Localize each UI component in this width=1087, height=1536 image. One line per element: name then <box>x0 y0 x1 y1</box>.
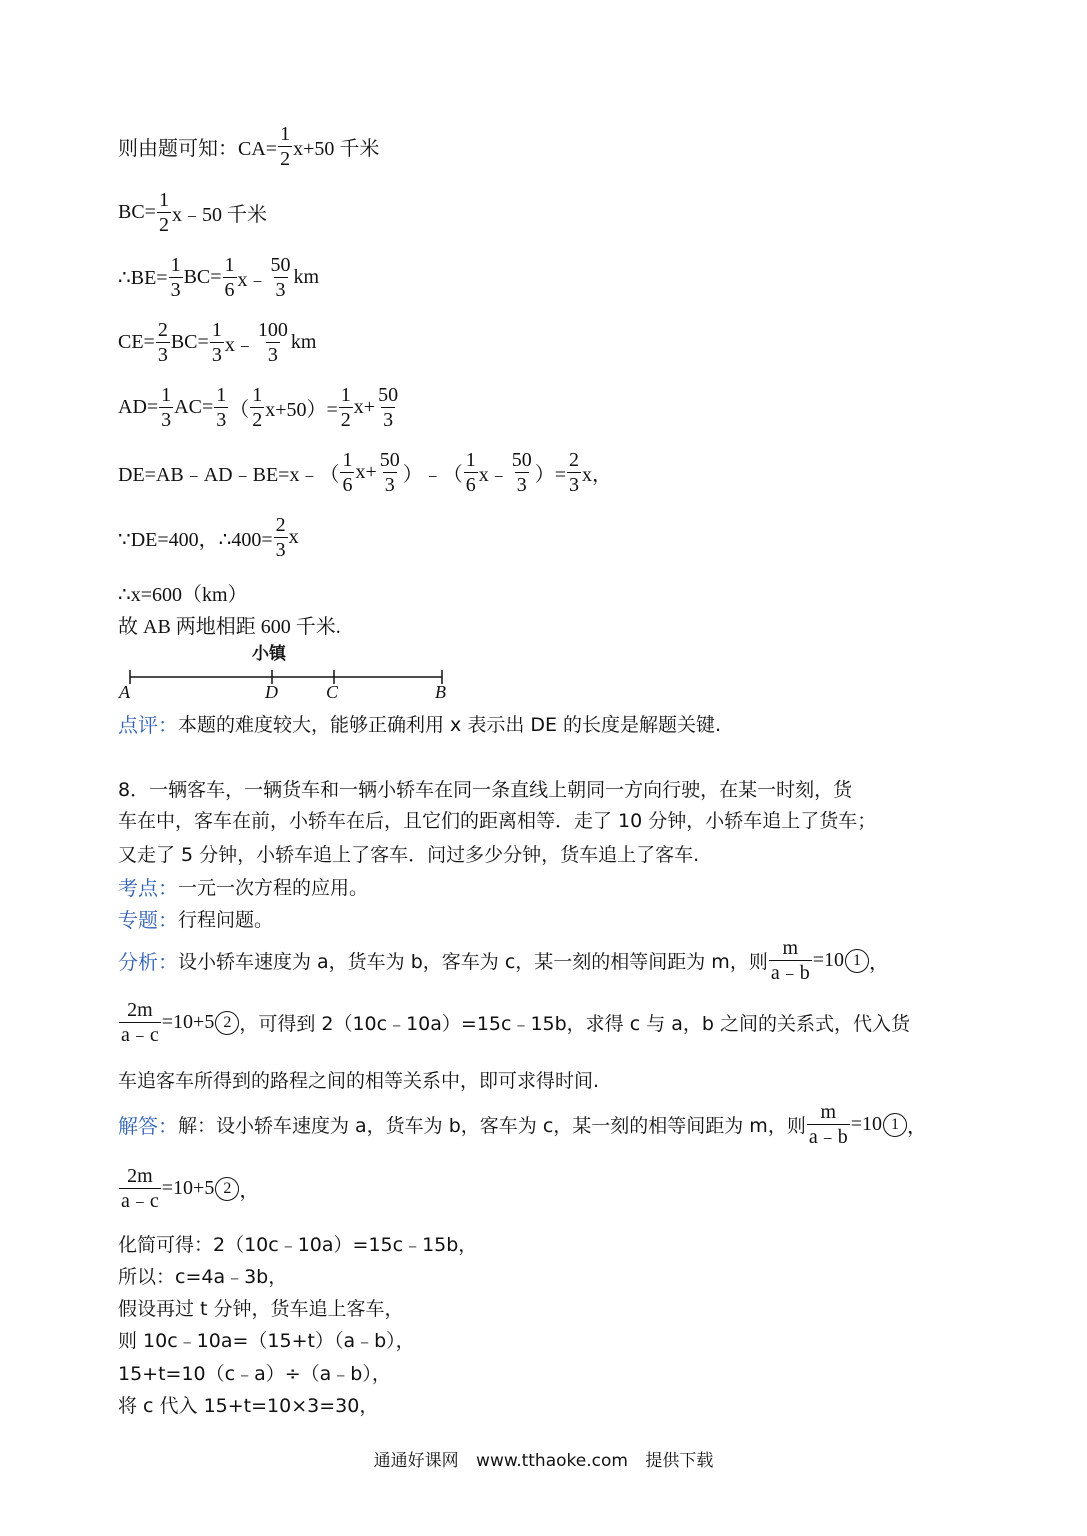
fraction: $\frac{1}{2}$ <box>252 384 263 431</box>
eq-bc-line <box>118 190 267 235</box>
jieda-line2 <box>118 1166 259 1211</box>
fraction: $\frac{50}{3}$ <box>511 449 532 496</box>
fenxi-text2: ，可得到 2（10c﹣10a）=15c﹣15b，求得 c 与 a，b 之间的关系式，代入货 <box>239 1013 910 1035</box>
text: ∴BE= <box>118 267 168 289</box>
fraction: $\frac{1}{3}$ <box>161 384 172 431</box>
fraction: $\frac{1}{3}$ <box>211 319 222 366</box>
eq-be-line <box>118 255 319 300</box>
fraction: $\frac{1}{6}$ <box>342 449 353 496</box>
fraction: $\frac{2}{3}$ <box>275 514 286 561</box>
eq-ca-line <box>118 124 379 169</box>
fraction: $\frac{2}{3}$ <box>569 449 580 496</box>
zhuanti-label: 专题： <box>118 908 178 932</box>
jieda-step1: 化简可得：2（10c﹣10a）=15c﹣15b， <box>118 1234 478 1256</box>
text: =10+5 <box>161 1011 215 1033</box>
fraction: $\frac{m}{a﹣b}$ <box>770 937 810 984</box>
circled-number: 2 <box>215 1177 239 1201</box>
fraction: $\frac{1}{2}$ <box>280 123 291 170</box>
text: x <box>288 526 299 548</box>
fraction: $\frac{2}{3}$ <box>157 319 168 366</box>
text: x﹣ <box>224 334 255 356</box>
text: BC= <box>183 266 222 288</box>
zhuanti-line <box>118 904 273 933</box>
fraction: $\frac{1}{6}$ <box>465 449 476 496</box>
fraction: $\frac{50}{3}$ <box>270 254 291 301</box>
fenxi-line1 <box>118 938 889 983</box>
text: km <box>293 266 320 288</box>
text: ）= <box>534 464 567 486</box>
text: BC= <box>118 201 156 223</box>
comment-label: 点评： <box>118 713 178 737</box>
jieda-step3: 假设再过 t 分钟，货车追上客车， <box>118 1298 404 1320</box>
eq-ad-line <box>118 385 401 430</box>
text: ∵DE=400，∴400= <box>118 529 273 551</box>
point-b-label: B <box>435 682 446 702</box>
text: x， <box>582 464 613 486</box>
footer-url[interactable]: www.tthaoke.com <box>476 1451 628 1471</box>
text: AD= <box>118 396 159 418</box>
jieda-step5: 15+t=10（c﹣a）÷（a﹣b）， <box>118 1363 391 1385</box>
text: CE= <box>118 331 155 353</box>
text: x﹣50 千米 <box>171 204 267 226</box>
kaodian-line <box>118 872 368 901</box>
point-a-label: A <box>119 682 130 702</box>
text: x+50）= <box>265 399 338 421</box>
text: x+50 千米 <box>293 138 380 160</box>
text: x﹣ <box>478 464 509 486</box>
number-line-diagram <box>112 638 462 702</box>
text: ， <box>239 1180 260 1202</box>
text: x+ <box>353 396 376 418</box>
circled-number: 1 <box>845 949 869 973</box>
fraction: $\frac{1}{2}$ <box>158 189 169 236</box>
jieda-text1: 解：设小轿车速度为 a，货车为 b，客车为 c，某一刻的相等间距为 m，则 <box>178 1115 806 1137</box>
comment-text: 本题的难度较大，能够正确利用 x 表示出 DE 的长度是解题关键. <box>178 714 722 736</box>
problem8-line3: 又走了 5 分钟，小轿车追上了客车．问过多少分钟，货车追上了客车. <box>118 844 700 866</box>
fraction: $\frac{1}{3}$ <box>216 384 227 431</box>
text: AC= <box>174 396 214 418</box>
text: （ <box>229 399 250 421</box>
circled-number: 2 <box>215 1011 239 1035</box>
problem8-line1: 8．一辆客车，一辆货车和一辆小轿车在同一条直线上朝同一方向行驶，在某一时刻，货 <box>118 779 853 801</box>
kaodian-text: 一元一次方程的应用。 <box>178 877 369 899</box>
fraction: $\frac{2m}{a﹣c}$ <box>121 1165 159 1212</box>
footer-site: 通通好课网 <box>373 1451 459 1471</box>
jieda-step6: 将 c 代入 15+t=10×3=30， <box>118 1395 379 1417</box>
fraction: $\frac{2m}{a﹣c}$ <box>121 999 159 1046</box>
eq-ce-line <box>118 320 316 365</box>
kaodian-label: 考点： <box>118 876 178 900</box>
text: x﹣ <box>237 269 268 291</box>
fraction: $\frac{50}{3}$ <box>378 384 399 431</box>
footer-note: 提供下载 <box>645 1451 714 1471</box>
conclusion-line: 故 AB 两地相距 600 千米. <box>118 616 341 638</box>
text: ）﹣（ <box>402 464 463 486</box>
page-footer <box>0 1446 1087 1471</box>
text: =10+5 <box>161 1177 215 1199</box>
text: ， <box>907 1116 927 1138</box>
jieda-step4: 则 10c﹣10a=（15+t）（a﹣b）， <box>118 1330 415 1352</box>
fraction: $\frac{1}{6}$ <box>224 254 235 301</box>
text: 则由题可知：CA= <box>118 138 278 160</box>
jieda-step2: 所以：c=4a﹣3b， <box>118 1266 288 1288</box>
fenxi-text1: 设小轿车速度为 a，货车为 b，客车为 c，某一刻的相等间距为 m，则 <box>178 951 768 973</box>
town-label: 小镇 <box>252 644 286 664</box>
jieda-label: 解答： <box>118 1114 178 1138</box>
fraction: $\frac{50}{3}$ <box>379 449 400 496</box>
fraction: $\frac{100}{3}$ <box>257 319 288 366</box>
circled-number: 1 <box>883 1113 907 1137</box>
text: ， <box>869 952 889 974</box>
fenxi-line2 <box>118 1000 910 1045</box>
eq-de400-line <box>118 515 299 560</box>
fraction: $\frac{1}{2}$ <box>340 384 351 431</box>
text: BC= <box>170 331 209 353</box>
text: =10 <box>850 1113 882 1135</box>
problem8-line2: 车在中，客车在前，小轿车在后，且它们的距离相等．走了 10 分钟，小轿车追上了货车； <box>118 810 877 832</box>
eq-de-line <box>118 450 612 495</box>
point-d-label: D <box>265 682 278 702</box>
result-x-line: ∴x=600（km） <box>118 584 248 606</box>
fraction: $\frac{1}{3}$ <box>170 254 181 301</box>
text: =10 <box>812 949 844 971</box>
text: DE=AB﹣AD﹣BE=x﹣（ <box>118 464 340 486</box>
fenxi-label: 分析： <box>118 950 178 974</box>
comment-line <box>118 709 721 738</box>
text: km <box>290 331 317 353</box>
point-c-label: C <box>326 682 339 702</box>
fenxi-line3: 车追客车所得到的路程之间的相等关系中，即可求得时间. <box>118 1070 600 1092</box>
zhuanti-text: 行程问题。 <box>178 909 274 931</box>
jieda-line1 <box>118 1102 927 1147</box>
text: x+ <box>355 461 377 483</box>
fraction: $\frac{m}{a﹣b}$ <box>808 1101 848 1148</box>
